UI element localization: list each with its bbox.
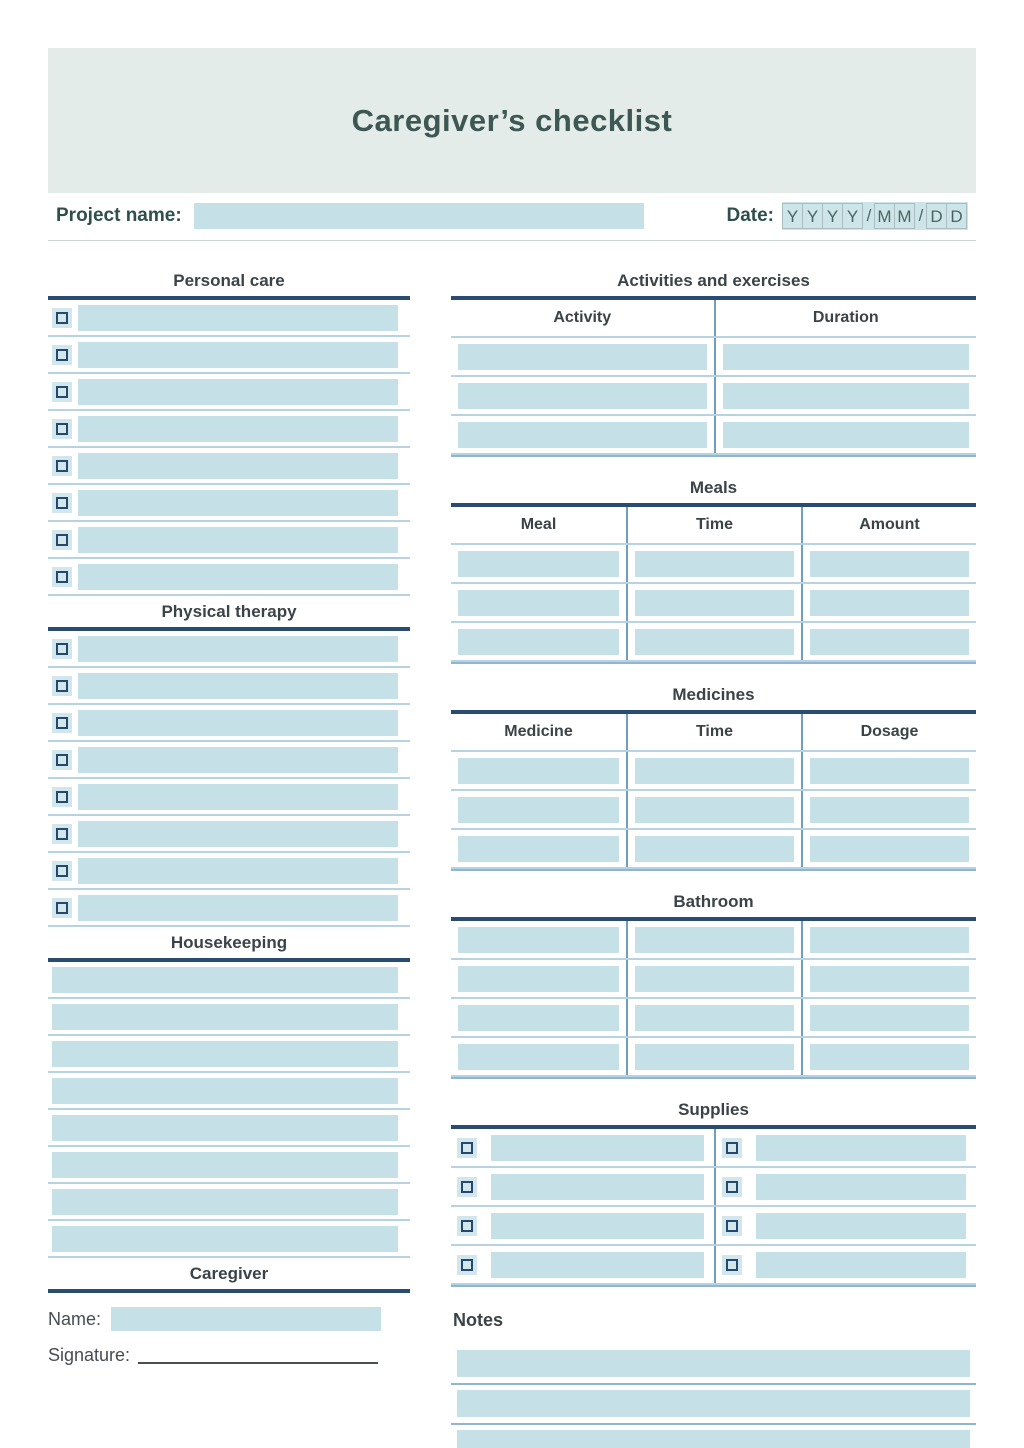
supply-checkbox[interactable] [722, 1138, 742, 1158]
time-input[interactable] [635, 797, 794, 823]
meals-rows [451, 545, 976, 664]
activity-input[interactable] [458, 383, 707, 409]
bathroom-rows [451, 921, 976, 1079]
time-input[interactable] [635, 836, 794, 862]
checkbox-box-icon [56, 571, 68, 583]
housekeeping-row [48, 1147, 410, 1184]
medicine-input[interactable] [458, 836, 619, 862]
meals-row [451, 623, 976, 662]
duration-cell [714, 377, 977, 414]
checkbox-box-icon [56, 828, 68, 840]
medicine-cell [451, 791, 626, 828]
task-input[interactable] [78, 490, 398, 516]
task-input[interactable] [78, 784, 398, 810]
amount-input[interactable] [810, 590, 969, 616]
bathroom-input[interactable] [810, 966, 969, 992]
checkbox-box-icon [56, 386, 68, 398]
time-cell [626, 545, 801, 582]
supply-checkbox[interactable] [457, 1177, 477, 1197]
meal-cell [451, 584, 626, 621]
notes-rows [451, 1345, 976, 1448]
housekeeping-row [48, 1073, 410, 1110]
activity-input[interactable] [458, 344, 707, 370]
supply-cell [451, 1168, 714, 1205]
task-input[interactable] [78, 858, 398, 884]
note-row [451, 1425, 976, 1448]
supply-checkbox[interactable] [457, 1138, 477, 1158]
task-input[interactable] [78, 895, 398, 921]
activities-rows [451, 338, 976, 457]
checklist-row [48, 411, 410, 448]
bathroom-row [451, 960, 976, 999]
task-checkbox[interactable] [52, 382, 72, 402]
dosage-cell [801, 752, 976, 789]
time-cell [626, 830, 801, 867]
bathroom-row [451, 999, 976, 1038]
task-checkbox[interactable] [52, 824, 72, 844]
task-input[interactable] [78, 453, 398, 479]
checkbox-box-icon [726, 1220, 738, 1232]
supplies-row [451, 1129, 976, 1168]
activities-row [451, 416, 976, 455]
time-input[interactable] [635, 629, 794, 655]
duration-input[interactable] [723, 344, 970, 370]
checkbox-box-icon [461, 1220, 473, 1232]
task-checkbox[interactable] [52, 345, 72, 365]
section-housekeeping [48, 927, 410, 1258]
date-input[interactable] [782, 202, 968, 230]
medicines-row [451, 830, 976, 869]
medicines-header-row [451, 714, 976, 752]
right-column [451, 265, 976, 1448]
activity-input[interactable] [458, 422, 707, 448]
date-separator: / [918, 205, 924, 225]
header-banner [48, 48, 976, 193]
housekeeping-input[interactable] [52, 1152, 398, 1178]
supply-checkbox[interactable] [457, 1216, 477, 1236]
supply-input[interactable] [491, 1252, 704, 1278]
meals-row [451, 545, 976, 584]
section-meals [451, 472, 976, 664]
medicines-row [451, 791, 976, 830]
checkbox-box-icon [56, 754, 68, 766]
checklist-row [48, 705, 410, 742]
bathroom-cell [451, 921, 626, 958]
housekeeping-row [48, 1221, 410, 1258]
housekeeping-row [48, 1184, 410, 1221]
project-name-input[interactable] [194, 203, 644, 229]
supply-cell [714, 1129, 977, 1166]
date-month-cell[interactable]: M [894, 203, 915, 229]
two-column-layout [48, 265, 976, 1448]
checkbox-box-icon [461, 1259, 473, 1271]
duration-input[interactable] [723, 383, 970, 409]
section-medicines [451, 679, 976, 871]
column-header-activity: Activity [553, 309, 612, 326]
supply-cell [451, 1129, 714, 1166]
time-cell [626, 752, 801, 789]
checklist-row [48, 816, 410, 853]
checklist-row [48, 779, 410, 816]
supply-cell [451, 1207, 714, 1244]
task-input[interactable] [78, 710, 398, 736]
caregiver-title: Caregiver [189, 1264, 269, 1283]
checkbox-box-icon [56, 423, 68, 435]
time-input[interactable] [635, 590, 794, 616]
time-input[interactable] [635, 758, 794, 784]
date-year-cell[interactable]: Y [822, 203, 843, 229]
task-checkbox[interactable] [52, 419, 72, 439]
task-input[interactable] [78, 416, 398, 442]
amount-cell [801, 584, 976, 621]
bathroom-cell [451, 960, 626, 997]
bathroom-input[interactable] [810, 927, 969, 953]
notes-title: Notes [453, 1310, 504, 1330]
section-rule [48, 1289, 410, 1293]
dosage-input[interactable] [810, 836, 969, 862]
bathroom-cell [451, 999, 626, 1036]
supply-cell [451, 1246, 714, 1283]
task-input[interactable] [78, 673, 398, 699]
note-input[interactable] [457, 1390, 970, 1417]
caregiver-name-row [48, 1307, 410, 1331]
task-checkbox[interactable] [52, 787, 72, 807]
task-checkbox[interactable] [52, 713, 72, 733]
meal-input[interactable] [458, 590, 619, 616]
section-bathroom [451, 886, 976, 1079]
bathroom-input[interactable] [458, 927, 619, 953]
time-input[interactable] [635, 551, 794, 577]
time-cell [626, 791, 801, 828]
checkbox-box-icon [56, 312, 68, 324]
project-name-label: Project name: [56, 204, 182, 226]
bathroom-input[interactable] [810, 1005, 969, 1031]
medicine-input[interactable] [458, 758, 619, 784]
column-header-dosage: Dosage [801, 714, 976, 750]
bathroom-cell [801, 921, 976, 958]
date-year-cell[interactable]: Y [842, 203, 863, 229]
checklist-row [48, 300, 410, 337]
date-month-cell[interactable]: M [874, 203, 895, 229]
supply-input[interactable] [491, 1135, 704, 1161]
section-supplies [451, 1094, 976, 1287]
column-header-amount: Amount [801, 507, 976, 543]
section-activities [451, 265, 976, 457]
bathroom-title: Bathroom [673, 892, 754, 911]
bathroom-cell [626, 1038, 801, 1075]
meals-header-row [451, 507, 976, 545]
supplies-row [451, 1246, 976, 1285]
task-checkbox[interactable] [52, 898, 72, 918]
supply-checkbox[interactable] [722, 1255, 742, 1275]
housekeeping-row [48, 999, 410, 1036]
activity-cell [451, 338, 714, 375]
meal-input[interactable] [458, 551, 619, 577]
time-cell [626, 584, 801, 621]
supplies-row [451, 1168, 976, 1207]
bathroom-cell [626, 960, 801, 997]
supply-input[interactable] [756, 1174, 967, 1200]
task-input[interactable] [78, 636, 398, 662]
date-day-cell[interactable]: D [946, 203, 967, 229]
task-checkbox[interactable] [52, 530, 72, 550]
personal-care-rows [48, 300, 410, 596]
checklist-row [48, 631, 410, 668]
housekeeping-input[interactable] [52, 1226, 398, 1252]
checklist-row [48, 522, 410, 559]
bathroom-cell [451, 1038, 626, 1075]
meal-input[interactable] [458, 629, 619, 655]
checkbox-box-icon [726, 1181, 738, 1193]
bathroom-row [451, 1038, 976, 1077]
personal-care-title: Personal care [173, 271, 285, 290]
checklist-row [48, 890, 410, 927]
caregiver-signature-label: Signature: [48, 1345, 131, 1365]
column-header-medicine: Medicine [504, 723, 573, 740]
task-checkbox[interactable] [52, 567, 72, 587]
supply-cell [714, 1168, 977, 1205]
column-header-time: Time [626, 507, 801, 543]
checklist-row [48, 374, 410, 411]
task-checkbox[interactable] [52, 639, 72, 659]
bathroom-row [451, 921, 976, 960]
supply-input[interactable] [756, 1213, 967, 1239]
housekeeping-input[interactable] [52, 1115, 398, 1141]
task-checkbox[interactable] [52, 493, 72, 513]
bathroom-input[interactable] [458, 966, 619, 992]
medicines-row [451, 752, 976, 791]
supply-input[interactable] [491, 1174, 704, 1200]
bathroom-cell [626, 921, 801, 958]
checkbox-box-icon [56, 902, 68, 914]
bathroom-cell [626, 999, 801, 1036]
housekeeping-input[interactable] [52, 1004, 398, 1030]
housekeeping-rows [48, 962, 410, 1258]
checkbox-box-icon [56, 791, 68, 803]
duration-cell [714, 338, 977, 375]
activities-row [451, 338, 976, 377]
bathroom-input[interactable] [458, 1044, 619, 1070]
task-input[interactable] [78, 305, 398, 331]
meals-title: Meals [689, 478, 738, 497]
column-header-meal: Meal [520, 516, 557, 533]
section-physical-therapy [48, 596, 410, 927]
activity-cell [451, 416, 714, 453]
checklist-row [48, 668, 410, 705]
physical-therapy-rows [48, 631, 410, 927]
checklist-row [48, 448, 410, 485]
task-input[interactable] [78, 564, 398, 590]
supply-cell [714, 1207, 977, 1244]
checklist-row [48, 742, 410, 779]
checkbox-box-icon [56, 497, 68, 509]
checkbox-box-icon [461, 1181, 473, 1193]
medicine-input[interactable] [458, 797, 619, 823]
checklist-row [48, 559, 410, 596]
checkbox-box-icon [726, 1142, 738, 1154]
checkbox-box-icon [461, 1142, 473, 1154]
supply-cell [714, 1246, 977, 1283]
medicines-title: Medicines [672, 685, 755, 704]
housekeeping-input[interactable] [52, 1078, 398, 1104]
checkbox-box-icon [56, 643, 68, 655]
checklist-row [48, 485, 410, 522]
activities-header-row [451, 300, 976, 338]
amount-cell [801, 623, 976, 660]
date-year-cell[interactable]: Y [782, 203, 803, 229]
date-year-cell[interactable]: Y [802, 203, 823, 229]
bathroom-input[interactable] [635, 927, 794, 953]
page-title: Caregiver’s checklist [351, 102, 673, 138]
housekeeping-input[interactable] [52, 1041, 398, 1067]
checkbox-box-icon [726, 1259, 738, 1271]
task-input[interactable] [78, 821, 398, 847]
task-checkbox[interactable] [52, 676, 72, 696]
meal-cell [451, 623, 626, 660]
dosage-cell [801, 791, 976, 828]
bathroom-cell [801, 960, 976, 997]
medicine-cell [451, 830, 626, 867]
checkbox-box-icon [56, 865, 68, 877]
housekeeping-input[interactable] [52, 1189, 398, 1215]
signature-line[interactable] [138, 1348, 378, 1364]
note-input[interactable] [457, 1430, 970, 1448]
date-day-cell[interactable]: D [926, 203, 947, 229]
amount-input[interactable] [810, 551, 969, 577]
caregiver-signature-row [48, 1345, 410, 1366]
amount-cell [801, 545, 976, 582]
meals-row [451, 584, 976, 623]
note-row [451, 1385, 976, 1425]
date-separator: / [866, 205, 872, 225]
housekeeping-row [48, 1110, 410, 1147]
supply-input[interactable] [756, 1135, 967, 1161]
bathroom-input[interactable] [458, 1005, 619, 1031]
section-notes [451, 1302, 976, 1448]
task-checkbox[interactable] [52, 750, 72, 770]
checklist-row [48, 853, 410, 890]
amount-input[interactable] [810, 629, 969, 655]
bathroom-cell [801, 1038, 976, 1075]
bathroom-input[interactable] [635, 1005, 794, 1031]
section-personal-care [48, 265, 410, 596]
housekeeping-row [48, 1036, 410, 1073]
task-input[interactable] [78, 342, 398, 368]
supply-input[interactable] [756, 1252, 967, 1278]
dosage-cell [801, 830, 976, 867]
time-cell [626, 623, 801, 660]
bathroom-input[interactable] [810, 1044, 969, 1070]
bathroom-input[interactable] [635, 1044, 794, 1070]
activities-title: Activities and exercises [617, 271, 810, 290]
meta-row [48, 193, 976, 241]
caregiver-name-input[interactable] [111, 1307, 381, 1331]
supply-checkbox[interactable] [457, 1255, 477, 1275]
activities-row [451, 377, 976, 416]
activity-cell [451, 377, 714, 414]
supplies-row [451, 1207, 976, 1246]
duration-cell [714, 416, 977, 453]
checklist-row [48, 337, 410, 374]
task-input[interactable] [78, 747, 398, 773]
medicines-rows [451, 752, 976, 871]
physical-therapy-title: Physical therapy [161, 602, 297, 621]
task-input[interactable] [78, 379, 398, 405]
dosage-input[interactable] [810, 797, 969, 823]
date-label: Date: [726, 204, 774, 226]
dosage-input[interactable] [810, 758, 969, 784]
checkbox-box-icon [56, 349, 68, 361]
section-caregiver [48, 1258, 410, 1366]
note-row [451, 1345, 976, 1385]
supply-input[interactable] [491, 1213, 704, 1239]
task-input[interactable] [78, 527, 398, 553]
checkbox-box-icon [56, 680, 68, 692]
checkbox-box-icon [56, 534, 68, 546]
duration-input[interactable] [723, 422, 970, 448]
left-column [48, 265, 410, 1366]
task-checkbox[interactable] [52, 456, 72, 476]
bathroom-input[interactable] [635, 966, 794, 992]
column-header-duration: Duration [714, 300, 977, 336]
caregiver-name-label: Name: [48, 1308, 102, 1329]
housekeeping-input[interactable] [52, 967, 398, 993]
task-checkbox[interactable] [52, 861, 72, 881]
page-content [48, 48, 976, 1448]
medicine-cell [451, 752, 626, 789]
housekeeping-title: Housekeeping [170, 933, 288, 952]
column-header-time: Time [626, 714, 801, 750]
task-checkbox[interactable] [52, 308, 72, 328]
supply-checkbox[interactable] [722, 1177, 742, 1197]
supplies-rows [451, 1129, 976, 1287]
note-input[interactable] [457, 1350, 970, 1377]
supply-checkbox[interactable] [722, 1216, 742, 1236]
supplies-title: Supplies [678, 1100, 749, 1119]
checkbox-box-icon [56, 460, 68, 472]
bathroom-cell [801, 999, 976, 1036]
housekeeping-row [48, 962, 410, 999]
checkbox-box-icon [56, 717, 68, 729]
meal-cell [451, 545, 626, 582]
